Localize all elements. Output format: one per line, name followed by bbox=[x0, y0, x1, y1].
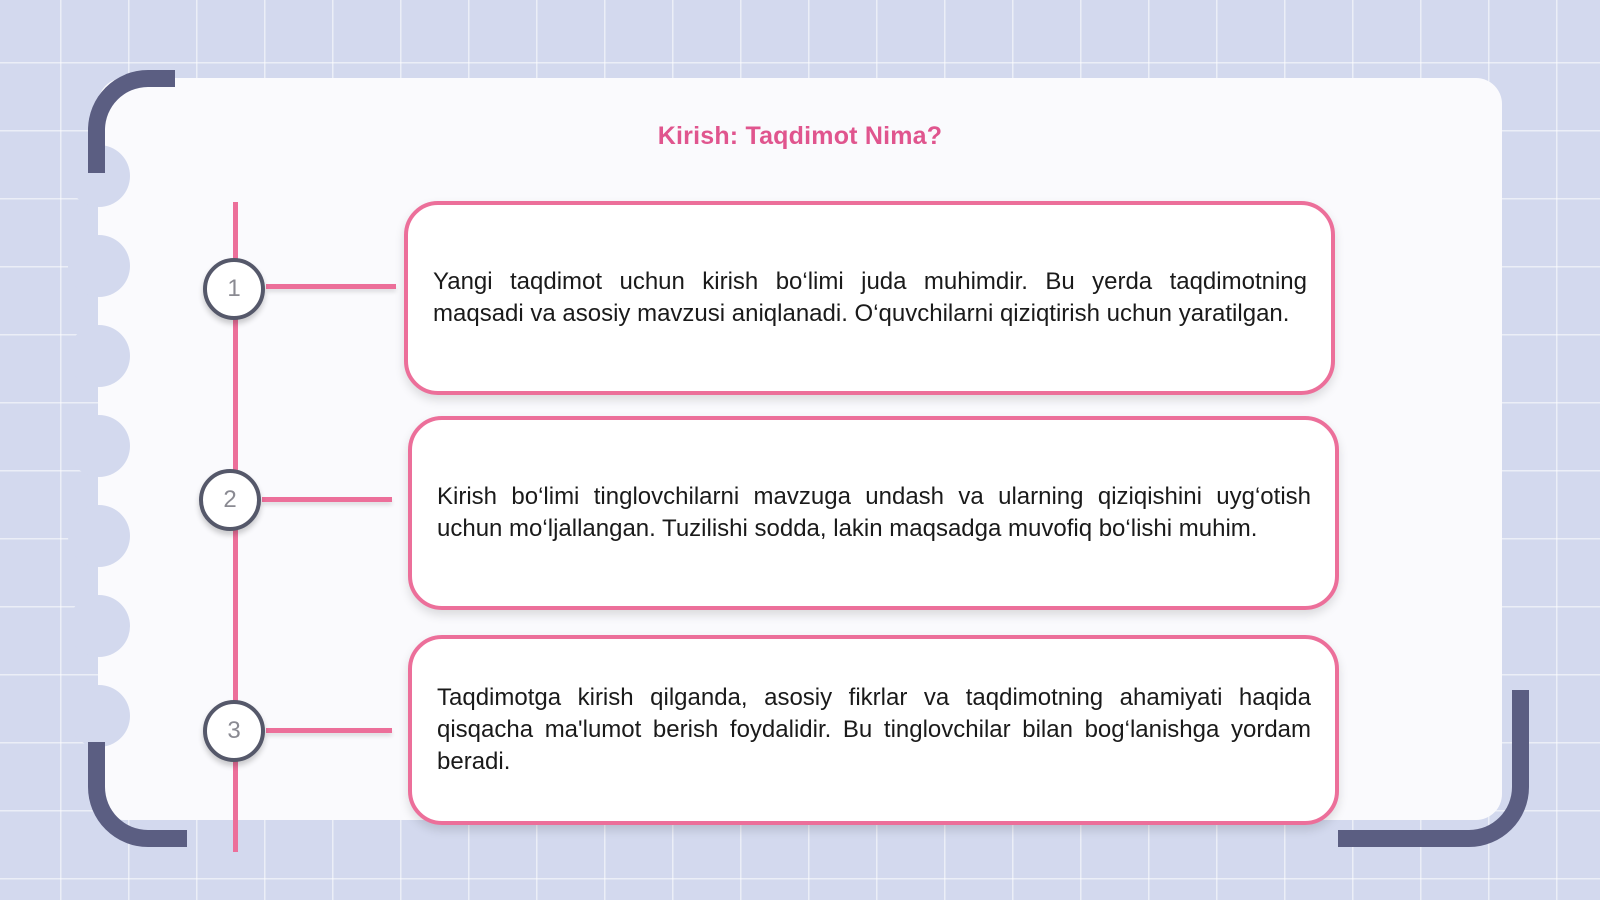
step-card bbox=[408, 416, 1339, 610]
paper-notch bbox=[68, 595, 130, 657]
step-text: Taqdimotga kirish qilganda, asosiy fikrlar va taqdimotning ahamiyati haqida qisqacha ma'lumot berish foydalidir. Bu tinglovchilar bilan bog‘lanishga yordam beradi. bbox=[437, 684, 1311, 775]
timeline-connector bbox=[262, 497, 392, 502]
paper-notch bbox=[68, 235, 130, 297]
step-number-badge: 3 bbox=[203, 700, 265, 762]
corner-bracket-bottom-left bbox=[88, 742, 187, 847]
step-text: Kirish bo‘limi tinglovchilarni mavzuga undash va ularning qiziqishini uyg‘otish uchun mo‘ljallangan. Tuzilishi sodda, lakin maqsadga muvofiq bo‘lishi muhim. bbox=[437, 483, 1311, 542]
paper-notch bbox=[68, 685, 130, 747]
step-number-badge: 1 bbox=[203, 258, 265, 320]
step-number-badge: 2 bbox=[199, 469, 261, 531]
step-text: Yangi taqdimot uchun kirish bo‘limi juda muhimdir. Bu yerda taqdimotning maqsadi va asosiy mavzusi aniqlanadi. O‘quvchilarni qiziqtirish uchun yaratilgan. bbox=[433, 268, 1307, 327]
paper-notch bbox=[68, 415, 130, 477]
timeline-connector bbox=[266, 284, 396, 289]
slide-title: Kirish: Taqdimot Nima? bbox=[657, 122, 943, 150]
step-card bbox=[408, 635, 1339, 825]
step-card bbox=[404, 201, 1335, 395]
paper-notch bbox=[68, 505, 130, 567]
corner-bracket-bottom-right bbox=[1338, 690, 1529, 847]
paper-notch bbox=[68, 325, 130, 387]
timeline-connector bbox=[266, 728, 392, 733]
